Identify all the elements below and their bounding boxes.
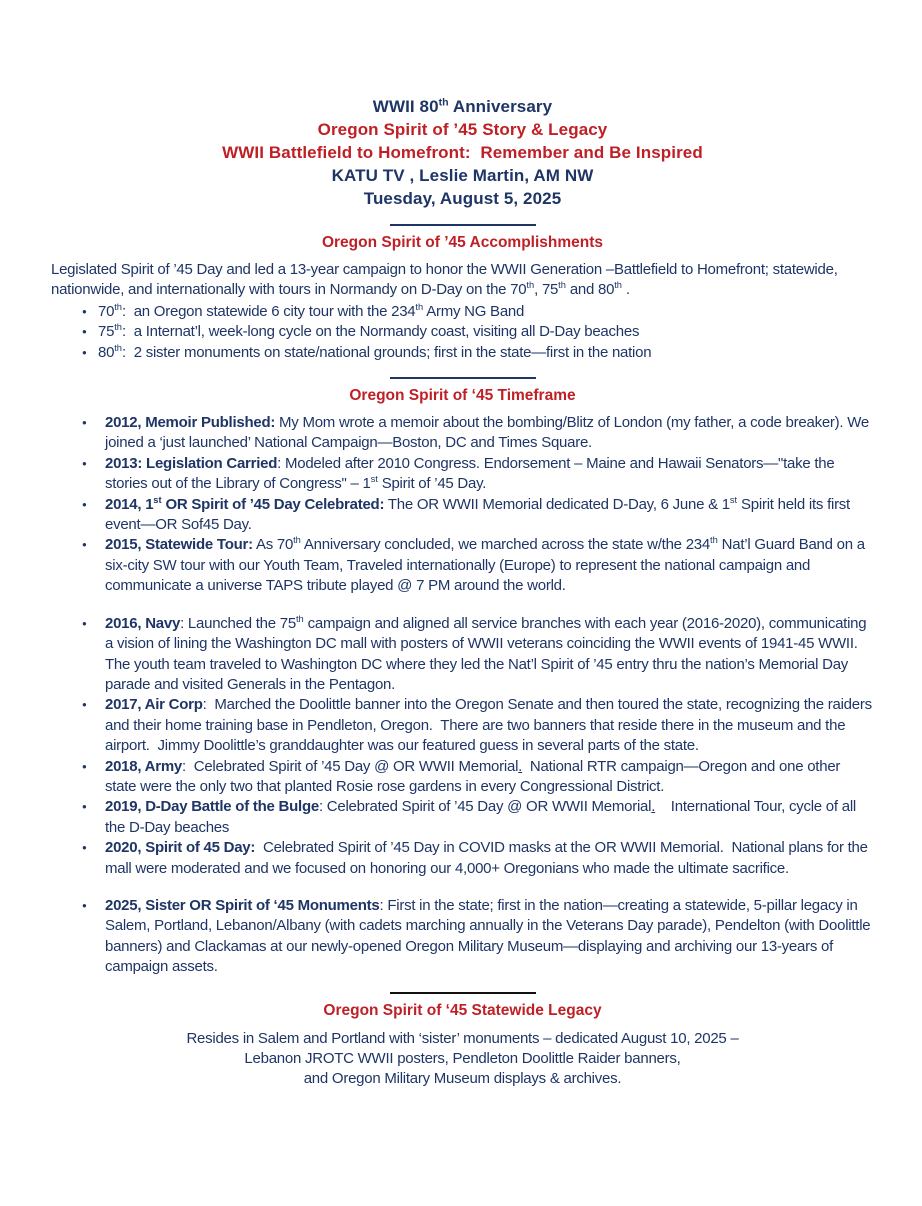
text-run: : Launched the 75: [180, 614, 296, 632]
text-run: 2012, Memoir Published:: [105, 414, 276, 432]
list-item: [51, 695, 874, 756]
text-run: 2017, Air Corp: [105, 696, 203, 714]
bullet-icon: ●: [82, 700, 87, 710]
text-run: 2016, Navy: [105, 614, 181, 632]
text-run: campaign and aligned all service branches with each year (2016-2020), communicating a vision of lining the Washington DC mall with posters of WWII veterans coinciding the WWII events of 1941-45 WWII. The youth team traveled to Washington DC where they led the Nat’l Spirit of ’45 entry thru the nation’s Memorial Day parade and visited Generals in the Pentagon.: [105, 614, 867, 693]
text-run: : First in the state; first in the nation—creating a statewide, 5-pillar legacy in Salem, Portland, Lebanon/Albany (with cadets marching annually in the Veterans Day parade), Pendelton (with Doolittle banners) and Clackamas at our newly-opened Oregon Military Museum—displaying and archiving our 13-years of campaign assets.: [105, 896, 871, 976]
text-run: .: [621, 281, 630, 299]
section-heading-timeframe: Oregon Spirit of ‘45 Timeframe: [349, 387, 576, 405]
text-run: OR Spirit of ’45 Day Celebrated:: [161, 495, 385, 513]
legacy-line: Resides in Salem and Portland with ‘sister’ monuments – dedicated August 10, 2025 –: [186, 1029, 739, 1047]
text-run: Oregon Spirit of ’45 Story & Legacy: [317, 120, 608, 139]
text-run: th: [526, 280, 535, 291]
title-line: [51, 95, 874, 118]
text-run: : Marched the Doolittle banner into the Oregon Senate and then toured the state, recognizing the raiders and their home training base in Pendleton, Oregon. There are two banners that reside there in the museum and the airport. Jimmy Doolittle’s granddaughter was our featured guess in several parts of the state.: [105, 696, 872, 755]
bullet-icon: ●: [82, 327, 87, 337]
text-run: : Modeled after 2010 Congress. Endorsement – Maine and Hawaii Senators—"take the stories out of the Library of Congress" – 1: [105, 454, 835, 493]
bullet-icon: ●: [82, 418, 87, 428]
text-run: 75: [98, 323, 115, 341]
text-run: st: [729, 494, 738, 505]
section-divider: [390, 377, 536, 379]
bullet-icon: ●: [82, 618, 87, 628]
legacy-line: Lebanon JROTC WWII posters, Pendleton Doolittle Raider banners,: [244, 1050, 681, 1067]
text-run: th: [558, 280, 566, 291]
list-item: [51, 535, 874, 596]
list-item: [51, 495, 874, 536]
text-run: 2019, D-Day Battle of the Bulge: [105, 798, 319, 816]
section-divider: [390, 224, 536, 226]
legacy-paragraph: [51, 1029, 874, 1090]
legacy-line: and Oregon Military Museum displays & archives.: [303, 1070, 622, 1088]
list-item: [51, 757, 874, 798]
text-run: 2018, Army: [105, 757, 182, 775]
text-run: th: [614, 280, 622, 291]
text-run: , 75: [534, 281, 559, 299]
text-run: Nat’l Guard Band on a six-city SW tour with our Youth Team, Traveled internationally (Europe) to represent the national campaign and communicate a universe TAPS tribute played @ 7 PM around the world.: [105, 536, 865, 595]
list-item: [51, 797, 874, 838]
text-run: th: [709, 535, 718, 546]
text-run: th: [438, 96, 449, 109]
bullet-icon: ●: [82, 306, 87, 316]
timeframe-list: [51, 413, 874, 978]
text-run: th: [293, 535, 301, 546]
text-run: : an Oregon statewide 6 city tour with the 234: [121, 302, 416, 320]
text-run: Army NG Band: [423, 302, 525, 320]
text-run: 2025, Sister OR Spirit of ‘45 Monuments: [105, 896, 380, 914]
list-item: [51, 343, 874, 363]
text-run: WWII 80: [372, 97, 439, 116]
text-run: : Celebrated Spirit of ’45 Day @ OR WWII Memorial: [182, 757, 519, 775]
text-run: Legislated Spirit of ’45 Day and led a 13-year campaign to honor the WWII Generation –Battlefield to Homefront; statewide, nationwide, and internationally with tours in Normandy on D-Day on the 70: [51, 261, 838, 299]
text-run: : a Internat’l, week-long cycle on the Normandy coast, visiting all D-Day beaches: [121, 323, 640, 341]
text-run: Tuesday, August 5, 2025: [363, 189, 562, 208]
text-run: and 80: [565, 281, 615, 299]
text-run: : 2 sister monuments on state/national grounds; first in the state—first in the nation: [121, 343, 652, 361]
text-run: st: [370, 474, 378, 485]
text-run: WWII Battlefield to Homefront: Remember and Be Inspired: [222, 143, 703, 162]
text-run: st: [153, 494, 162, 505]
text-run: Celebrated Spirit of ’45 Day in COVID masks at the OR WWII Memorial. National plans for the mall were moderated and we focused on honoring our 4,000+ Oregonians who made the ultimate sacrifice.: [105, 839, 868, 877]
bullet-icon: ●: [82, 347, 87, 357]
text-run: 2014, 1: [105, 495, 154, 513]
text-run: 80: [98, 343, 115, 361]
title-line: [51, 141, 874, 164]
text-run: .: [518, 757, 523, 775]
text-run: th: [114, 322, 122, 333]
text-run: th: [295, 613, 304, 624]
text-run: International Tour, cycle of all the D-Day beaches: [105, 798, 856, 836]
bullet-icon: ●: [82, 802, 87, 812]
intro-paragraph: [51, 260, 874, 301]
bullet-icon: ●: [82, 458, 87, 468]
section-heading-legacy: Oregon Spirit of ‘45 Statewide Legacy: [323, 1001, 602, 1019]
bullet-icon: ●: [82, 540, 87, 550]
section-heading-accomplishments: Oregon Spirit of ’45 Accomplishments: [321, 234, 604, 251]
list-item: [51, 302, 874, 322]
text-run: Spirit of ’45 Day.: [377, 475, 487, 493]
text-run: th: [114, 301, 122, 312]
text-run: As 70: [252, 536, 294, 554]
list-item: [51, 322, 874, 342]
bullet-icon: ●: [82, 499, 87, 509]
text-run: th: [415, 301, 424, 312]
list-item: [51, 454, 874, 495]
list-item: [51, 896, 874, 978]
list-item: [51, 838, 874, 879]
list-item: [51, 413, 874, 454]
text-run: The OR WWII Memorial dedicated D-Day, 6 June & 1: [384, 495, 730, 513]
text-run: .: [651, 798, 656, 816]
text-run: KATU TV , Leslie Martin, AM NW: [331, 166, 594, 185]
title-block: [51, 95, 874, 210]
text-run: 70: [98, 302, 115, 320]
bullet-icon: ●: [82, 900, 87, 910]
title-line: [51, 118, 874, 141]
text-run: th: [114, 342, 122, 353]
list-item: [51, 614, 874, 696]
title-line: [51, 164, 874, 187]
bullet-icon: ●: [82, 761, 87, 771]
text-run: National RTR campaign—Oregon and one other state were the only two that planted Rosie rose gardens in every Congressional District.: [105, 757, 841, 795]
accomplishments-list: [51, 302, 874, 363]
text-run: Spirit held its first event—OR Sof45 Day.: [105, 495, 850, 534]
section-divider: [390, 992, 536, 994]
text-run: 2020, Spirit of 45 Day:: [105, 839, 256, 857]
text-run: 2015, Statewide Tour:: [105, 536, 253, 554]
title-line: [51, 187, 874, 210]
text-run: Anniversary: [448, 97, 553, 116]
bullet-icon: ●: [82, 843, 87, 853]
text-run: : Celebrated Spirit of ’45 Day @ OR WWII Memorial: [318, 798, 652, 816]
text-run: My Mom wrote a memoir about the bombing/Blitz of London (my father, a code breaker). We joined a ‘just launched’ National Campaign—Boston, DC and Times Square.: [105, 414, 869, 452]
text-run: Anniversary concluded, we marched across the state w/the 234: [300, 536, 710, 554]
text-run: 2013: Legislation Carried: [105, 454, 278, 472]
